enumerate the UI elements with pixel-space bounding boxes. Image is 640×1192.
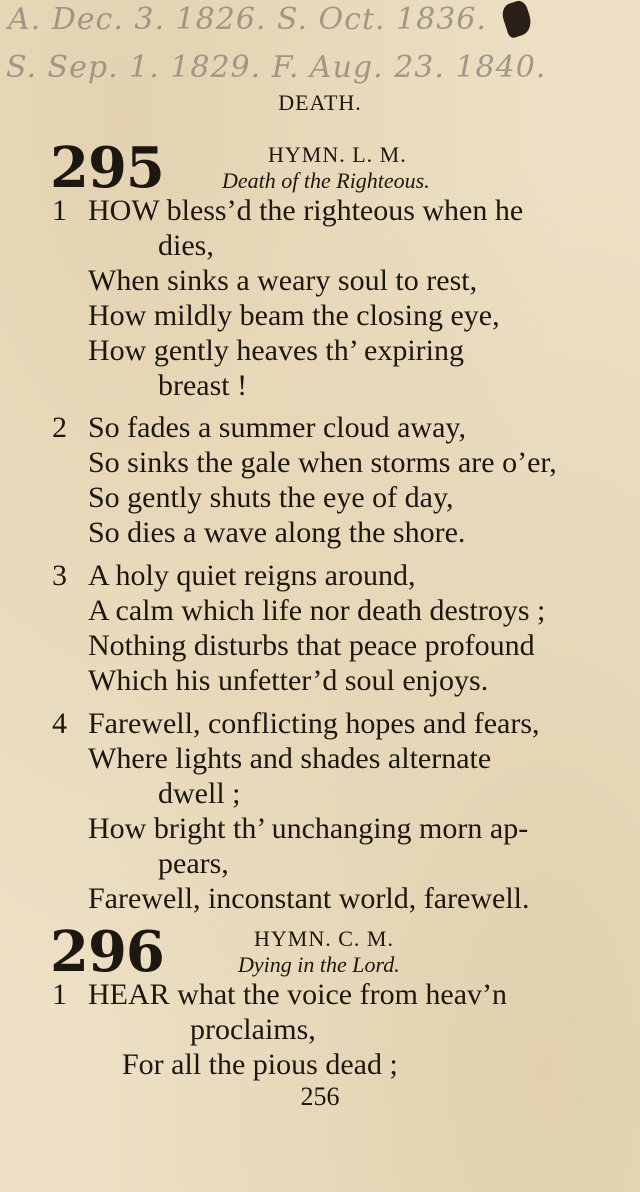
verse-line: Farewell, conflicting hopes and fears, <box>88 707 540 740</box>
hymn-subtitle: Death of the Righteous. <box>222 168 430 193</box>
verse-line: So dies a wave along the shore. <box>88 516 466 549</box>
page-number: 256 <box>300 1082 340 1111</box>
hymn-meter: HYMN. C. M. <box>254 926 394 951</box>
hymn-number: 296 <box>50 919 164 985</box>
hymn-number: 295 <box>50 135 164 201</box>
running-head: DEATH. <box>278 90 362 115</box>
verse-line: breast ! <box>158 369 248 402</box>
verse-line: A holy quiet reigns around, <box>88 559 416 592</box>
verse-number: 3 <box>52 559 67 592</box>
verse-line: HOW bless’d the righteous when he <box>88 194 524 227</box>
handwritten-annotation-top: A. Dec. 3. 1826. S. Oct. 1836. <box>8 2 487 37</box>
verse-number: 1 <box>52 194 67 227</box>
handwritten-annotation-second: S. Sep. 1. 1829. F. Aug. 23. 1840. <box>6 50 547 85</box>
verse-number: 1 <box>52 978 67 1011</box>
verse-line: Farewell, inconstant world, farewell. <box>88 882 530 915</box>
verse-line: A calm which life nor death destroys ; <box>88 594 546 627</box>
verse-line: So sinks the gale when storms are o’er, <box>88 446 557 479</box>
verse-line: Which his unfetter’d soul enjoys. <box>88 664 489 697</box>
verse-line: HEAR what the voice from heav’n <box>88 978 508 1011</box>
verse-line: For all the pious dead ; <box>122 1048 398 1081</box>
verse-line: How gently heaves th’ expiring <box>88 334 465 367</box>
verse-line: When sinks a weary soul to rest, <box>88 264 478 297</box>
verse-line: proclaims, <box>190 1013 316 1046</box>
verse-line: How bright th’ unchanging morn ap- <box>88 812 529 845</box>
verse-line: Nothing disturbs that peace profound <box>88 629 535 662</box>
verse-line: So gently shuts the eye of day, <box>88 481 454 514</box>
verse-line: pears, <box>158 847 229 880</box>
verse-line: So fades a summer cloud away, <box>88 411 466 444</box>
verse-number: 2 <box>52 411 67 444</box>
ink-blot-mark <box>499 0 534 39</box>
hymn-meter: HYMN. L. M. <box>268 142 407 167</box>
verse-number: 4 <box>52 707 67 740</box>
verse-line: dies, <box>158 229 214 262</box>
verse-line: dwell ; <box>158 777 241 810</box>
verse-line: How mildly beam the closing eye, <box>88 299 500 332</box>
hymn-subtitle: Dying in the Lord. <box>238 952 400 977</box>
verse-line: Where lights and shades alternate <box>88 742 492 775</box>
